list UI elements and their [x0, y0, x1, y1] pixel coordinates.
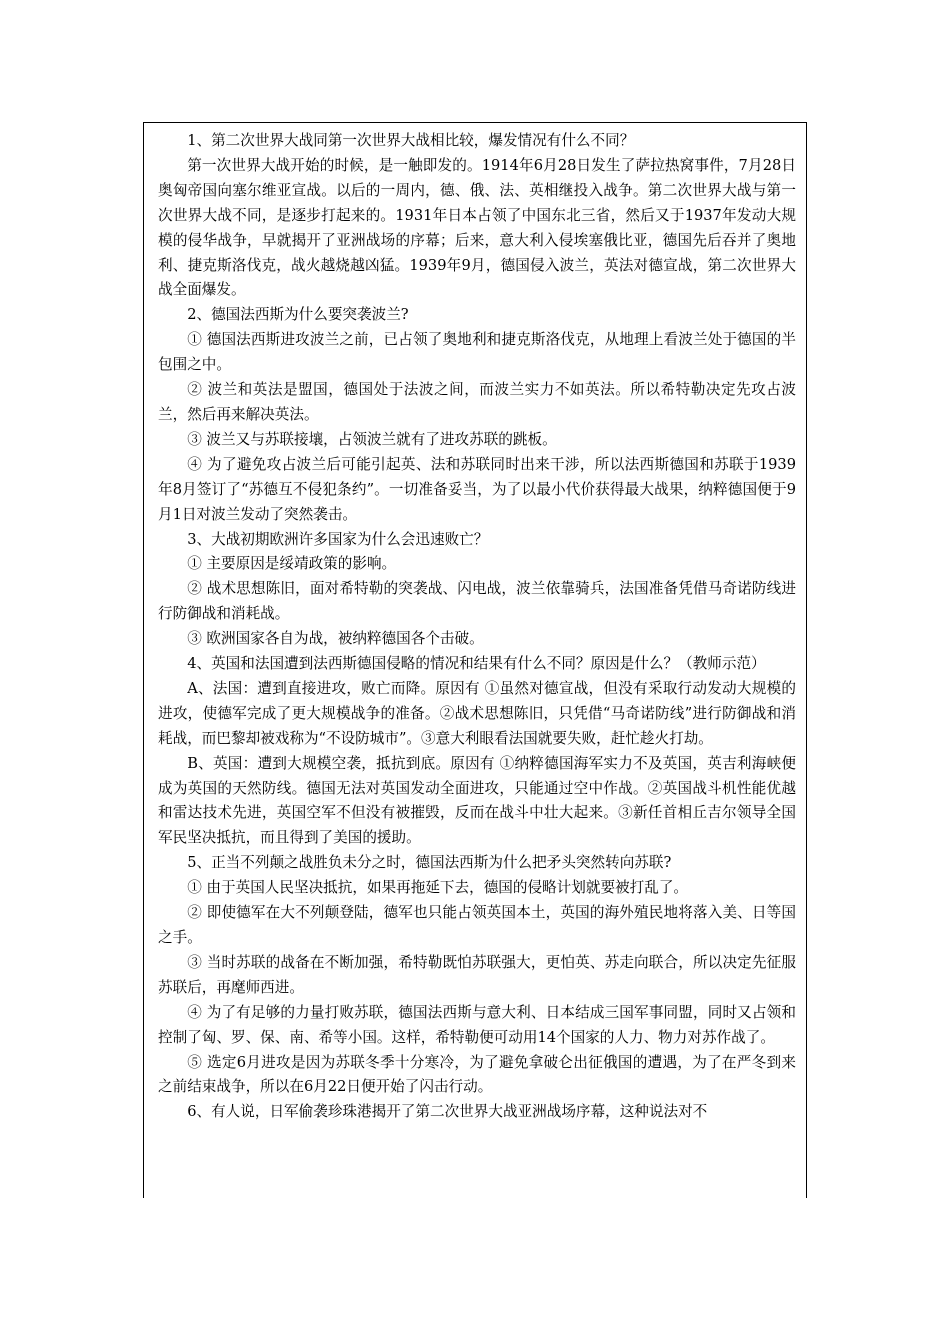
- answer-5-point-5: ⑤ 选定6月进攻是因为苏联冬季十分寒冷，为了避免拿破仑出征俄国的遭遇，为了在严冬到来之前结束战争，所以在6月22日便开始了闪击行动。: [158, 1053, 796, 1096]
- answer-5-point-1: ① 由于英国人民坚决抵抗，如果再拖延下去，德国的侵略计划就要被打乱了。: [187, 879, 689, 897]
- question-2: 2、德国法西斯为什么要突袭波兰?: [187, 306, 409, 324]
- answer-2-point-4: ④ 为了避免攻占波兰后可能引起英、法和苏联同时出来干涉，所以法西斯德国和苏联于1939年8月签订了“苏德互不侵犯条约”。一切准备妥当，为了以最小代价获得最大战果，纳粹德国便于9月1日对波兰发动了突然袭击。: [158, 455, 796, 523]
- answer-5-point-3: ③ 当时苏联的战备在不断加强，希特勒既怕苏联强大，更怕英、苏走向联合，所以决定先征服苏联后，再麾师西进。: [158, 953, 796, 996]
- answer-2-point-3: ③ 波兰又与苏联接壤，占领波兰就有了进攻苏联的跳板。: [187, 430, 557, 448]
- document-body: [158, 129, 796, 1125]
- answer-3-point-3: ③ 欧洲国家各自为战，被纳粹德国各个击破。: [187, 630, 484, 648]
- answer-5-point-2: ② 即使德军在大不列颠登陆，德军也只能占领英国本土，英国的海外殖民地将落入美、日等国之手。: [158, 904, 796, 946]
- answer-4-britain: B、英国：遭到大规模空袭，抵抗到底。原因有 ①纳粹德国海军实力不及英国，英吉利海峡便成为英国的天然防线。德国无法对英国发动全面进攻，只能通过空中作战。②英国战斗机性能优越和雷达技术先进，英国空军不但没有被摧毁，反而在战斗中壮大起来。③新任首相丘吉尔领导全国军民坚决抵抗，而且得到了美国的援助。: [158, 754, 796, 847]
- answer-5-point-4: ④ 为了有足够的力量打败苏联，德国法西斯与意大利、日本结成三国军事同盟，同时又占领和控制了匈、罗、保、南、希等小国。这样，希特勒便可动用14个国家的人力、物力对苏作战了。: [158, 1003, 796, 1046]
- question-5: 5、正当不列颠之战胜负未分之时，德国法西斯为什么把矛头突然转向苏联?: [187, 854, 672, 872]
- answer-2-point-1: ① 德国法西斯进攻波兰之前，已占领了奥地利和捷克斯洛伐克，从地理上看波兰处于德国的半包围之中。: [158, 331, 796, 374]
- answer-1: 第一次世界大战开始的时候，是一触即发的。1914年6月28日发生了萨拉热窝事件，7月28日奥匈帝国向塞尔维亚宣战。以后的一周内，德、俄、法、英相继投入战争。第二次世界大战与第一次世界大战不同，是逐步打起来的。1931年日本占领了中国东北三省，然后又于1937年发动大规模的侵华战争，早就揭开了亚洲战场的序幕；后来，意大利入侵埃塞俄比亚，德国先后吞并了奥地利、捷克斯洛伐克，战火越烧越凶猛。1939年9月，德国侵入波兰，英法对德宣战，第二次世界大战全面爆发。: [158, 156, 796, 299]
- document-frame: [143, 122, 807, 1198]
- answer-4-france: A、法国：遭到直接进攻，败亡而降。原因有 ①虽然对德宣战，但没有采取行动发动大规模的进攻，使德军完成了更大规模战争的准备。②战术思想陈旧，只凭借“马奇诺防线”进行防御战和消耗战，而巴黎却被戏称为“不设防城市”。③意大利眼看法国就要失败，赶忙趁火打劫。: [158, 679, 796, 747]
- question-6: 6、有人说，日军偷袭珍珠港揭开了第二次世界大战亚洲战场序幕，这种说法对不: [187, 1103, 708, 1121]
- answer-3-point-2: ② 战术思想陈旧，面对希特勒的突袭战、闪电战，波兰依靠骑兵，法国准备凭借马奇诺防线进行防御战和消耗战。: [158, 580, 796, 623]
- question-3: 3、大战初期欧洲许多国家为什么会迅速败亡？: [187, 530, 489, 548]
- question-1: 1、第二次世界大战同第一次世界大战相比较，爆发情况有什么不同？: [187, 132, 635, 149]
- answer-2-point-2: ② 波兰和英法是盟国，德国处于法波之间，而波兰实力不如英法。所以希特勒决定先攻占波兰，然后再来解决英法。: [158, 381, 796, 423]
- answer-3-point-1: ① 主要原因是绥靖政策的影响。: [187, 555, 397, 573]
- question-4: 4、英国和法国遭到法西斯德国侵略的情况和结果有什么不同？原因是什么？（教师示范）: [187, 655, 766, 673]
